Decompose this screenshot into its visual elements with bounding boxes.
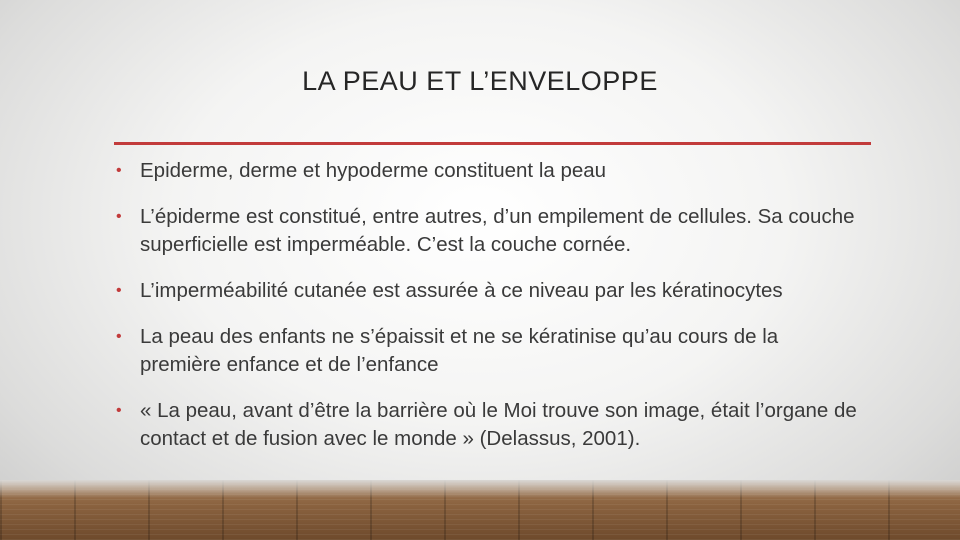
bullet-item <box>116 203 858 259</box>
bullet-item <box>116 277 858 305</box>
bullet-dot-icon: • <box>116 282 122 299</box>
bullet-dot-icon: • <box>116 402 122 419</box>
bullet-text: « La peau, avant d’être la barrière où le Moi trouve son image, était l’organe de contact et de fusion avec le monde » (Delassus, 2001). <box>140 399 857 450</box>
slide-title: LA PEAU ET L’ENVELOPPE <box>302 66 658 96</box>
bullet-item <box>116 397 858 453</box>
bullet-item <box>116 157 858 185</box>
bullet-text: Epiderme, derme et hypoderme constituent la peau <box>140 159 607 182</box>
bullet-dot-icon: • <box>116 208 122 225</box>
bullet-text: L’imperméabilité cutanée est assurée à ce niveau par les kératinocytes <box>140 279 783 302</box>
bullet-dot-icon: • <box>116 328 122 345</box>
title-underline <box>114 142 871 145</box>
wood-floor-decoration <box>0 480 960 540</box>
bullet-dot-icon: • <box>116 162 122 179</box>
bullet-item <box>116 323 858 379</box>
bullet-text: L’épiderme est constitué, entre autres, d’un empilement de cellules. Sa couche superficielle est imperméable. C’est la couche cornée. <box>140 205 855 256</box>
bullet-text: La peau des enfants ne s’épaissit et ne se kératinise qu’au cours de la première enfance et de l’enfance <box>140 325 779 376</box>
bullet-list <box>116 157 858 471</box>
